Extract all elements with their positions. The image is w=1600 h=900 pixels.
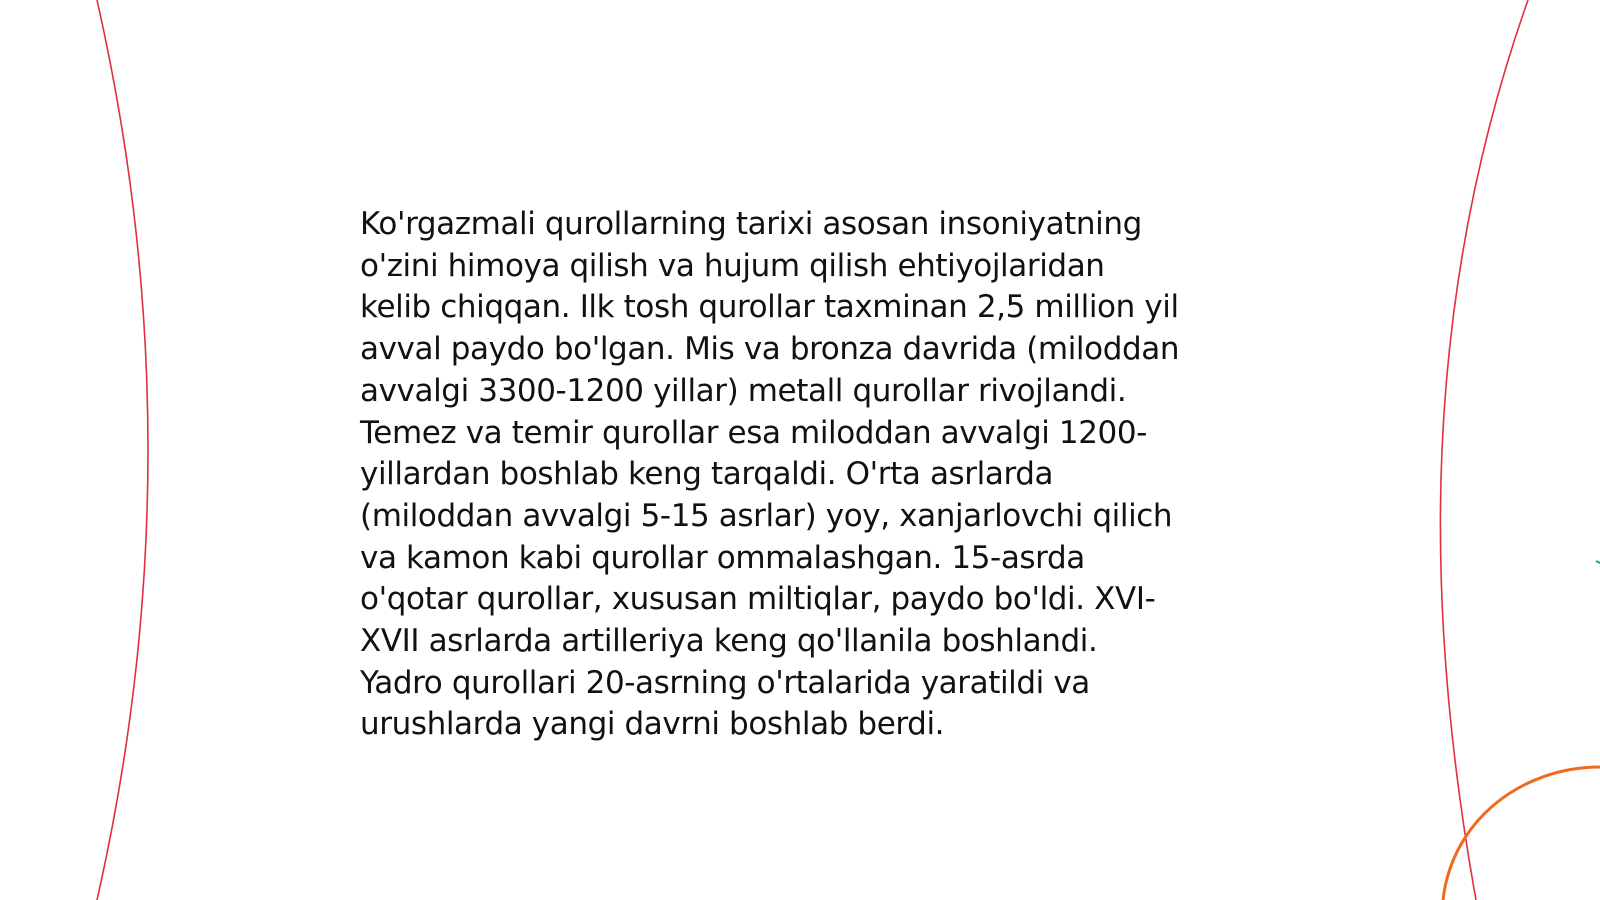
left-red-curve [97, 0, 148, 900]
paragraph-line: Yadro qurollari 20-asrning o'rtalarida yaratildi va [360, 664, 1090, 701]
paragraph-line: avval paydo bo'lgan. Mis va bronza davrida (miloddan [360, 331, 1180, 368]
right-red-curve [1440, 0, 1528, 900]
paragraph-line: yillardan boshlab keng tarqaldi. O'rta asrlarda [360, 456, 1054, 493]
paragraph-line: o'qotar qurollar, xususan miltiqlar, paydo bo'ldi. XVI- [360, 581, 1156, 618]
paragraph-line: avvalgi 3300-1200 yillar) metall qurollar rivojlandi. [360, 372, 1127, 409]
paragraph-line: (miloddan avvalgi 5-15 asrlar) yoy, xanjarlovchi qilich [360, 497, 1173, 534]
body-paragraph [360, 204, 1260, 746]
orange-circle-arc [1443, 767, 1600, 900]
paragraph-line: urushlarda yangi davrni boshlab berdi. [360, 706, 945, 743]
teal-mark [1596, 561, 1600, 563]
paragraph-line: kelib chiqqan. Ilk tosh qurollar taxminan 2,5 million yil [360, 289, 1179, 326]
paragraph-line: Temez va temir qurollar esa miloddan avvalgi 1200- [360, 414, 1147, 451]
paragraph-line: Ko'rgazmali qurollarning tarixi asosan insoniyatning [360, 206, 1142, 242]
paragraph-line: va kamon kabi qurollar ommalashgan. 15-asrda [360, 539, 1085, 576]
paragraph-line: o'zini himoya qilish va hujum qilish ehtiyojlaridan [360, 247, 1105, 284]
paragraph-line: XVII asrlarda artilleriya keng qo'llanila boshlandi. [360, 623, 1098, 660]
